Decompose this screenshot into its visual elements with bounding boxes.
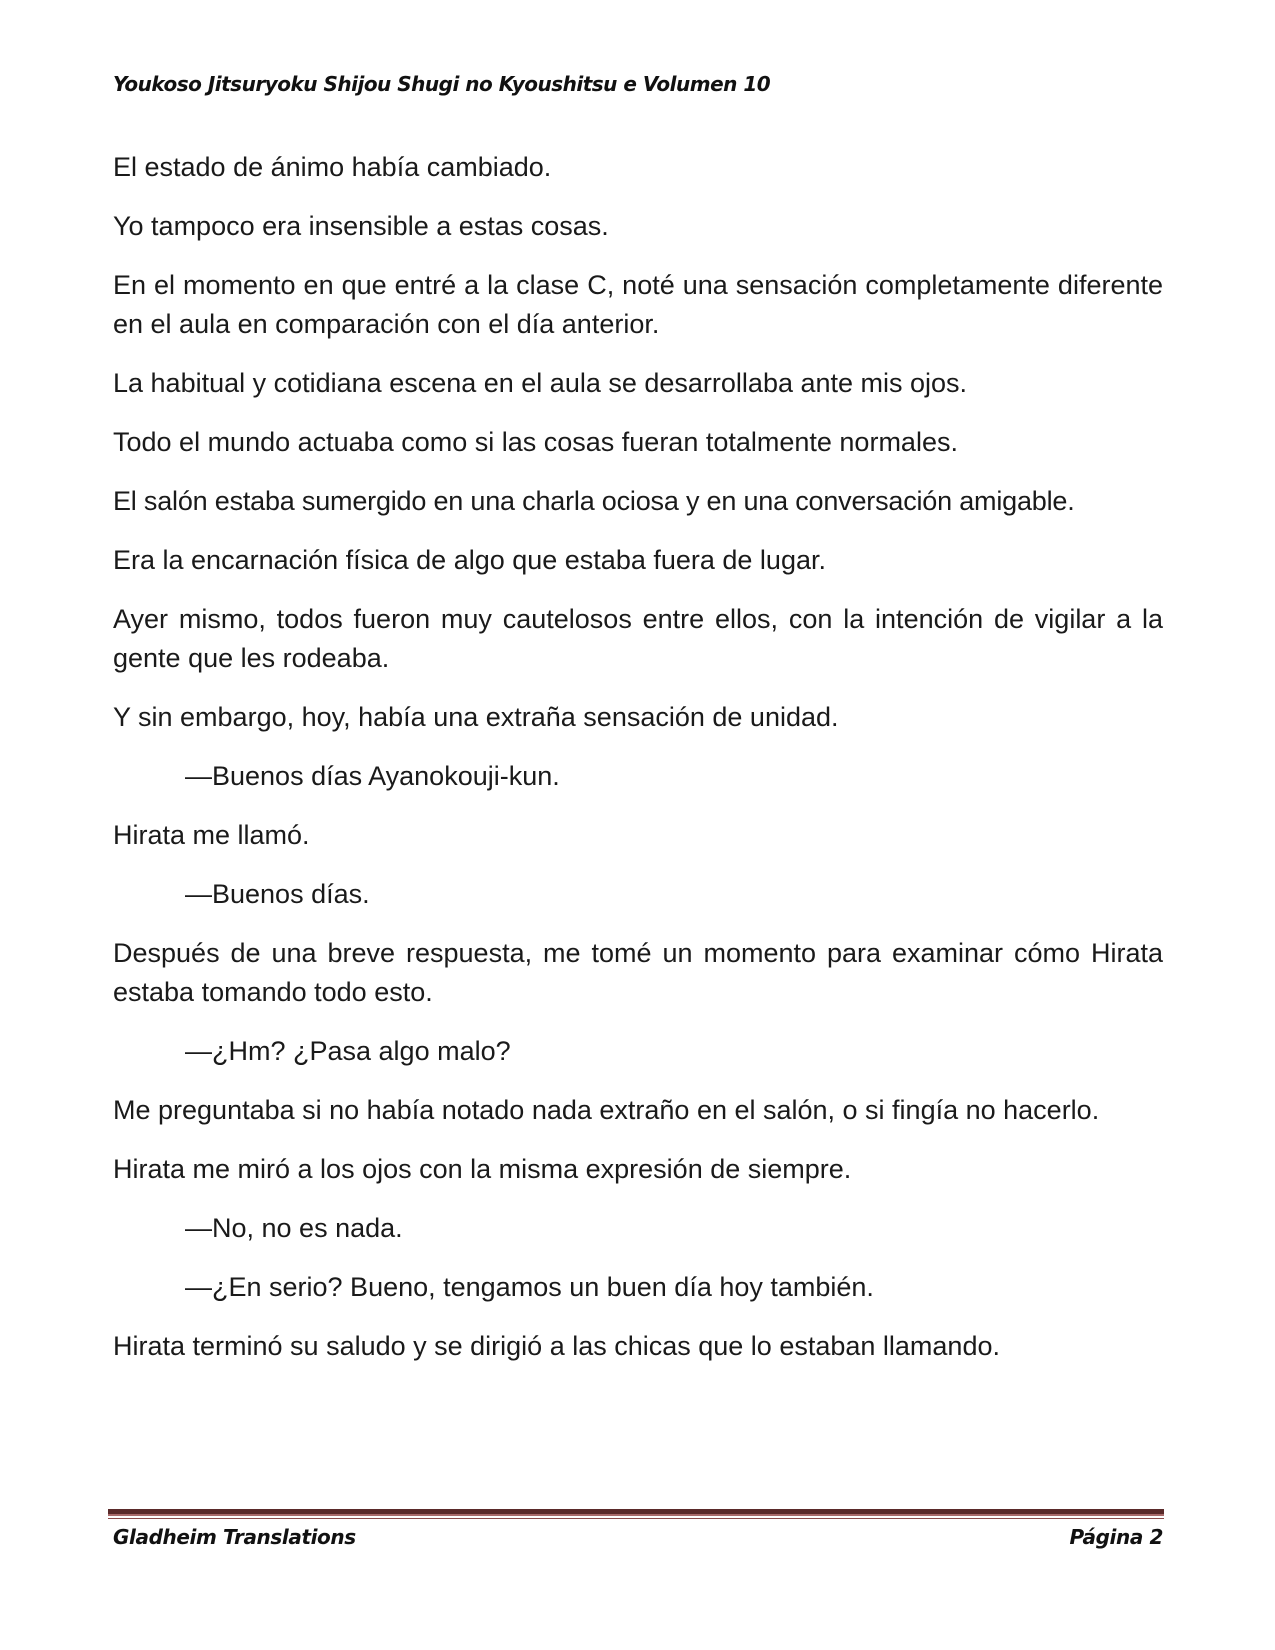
paragraph: Me preguntaba si no había notado nada extraño en el salón, o si fingía no hacerlo. bbox=[113, 1095, 1100, 1125]
paragraph: Era la encarnación física de algo que estaba fuera de lugar. bbox=[113, 545, 826, 575]
paragraph: El salón estaba sumergido en una charla ociosa y en una conversación amigable. bbox=[113, 486, 1075, 516]
paragraph: En el momento en que entré a la clase C, noté una sensación completamente diferente en el aula en comparación con el día anterior. bbox=[113, 270, 1163, 339]
paragraph: Hirata me miró a los ojos con la misma expresión de siempre. bbox=[113, 1154, 852, 1184]
footer-divider bbox=[108, 1509, 1164, 1516]
paragraph: Ayer mismo, todos fueron muy cautelosos entre ellos, con la intención de vigilar a la gente que les rodeaba. bbox=[113, 604, 1163, 673]
dialogue-line: —Buenos días Ayanokouji-kun. bbox=[185, 761, 560, 791]
paragraph: Y sin embargo, hoy, había una extraña sensación de unidad. bbox=[113, 702, 839, 732]
paragraph: Yo tampoco era insensible a estas cosas. bbox=[113, 211, 609, 241]
paragraph: Todo el mundo actuaba como si las cosas fueran totalmente normales. bbox=[113, 427, 958, 457]
body-text bbox=[113, 148, 1163, 1386]
footer-divider-thin bbox=[108, 1518, 1164, 1519]
page-header-title: Youkoso Jitsuryoku Shijou Shugi no Kyoushitsu e Volumen 10 bbox=[113, 72, 771, 96]
dialogue-line: —¿Hm? ¿Pasa algo malo? bbox=[185, 1036, 511, 1066]
paragraph: Después de una breve respuesta, me tomé un momento para examinar cómo Hirata estaba tomando todo esto. bbox=[113, 938, 1163, 1007]
paragraph: La habitual y cotidiana escena en el aula se desarrollaba ante mis ojos. bbox=[113, 368, 968, 398]
paragraph: Hirata me llamó. bbox=[113, 820, 310, 850]
paragraph: Hirata terminó su saludo y se dirigió a las chicas que lo estaban llamando. bbox=[113, 1331, 1000, 1361]
footer-page-number: Página 2 bbox=[1069, 1525, 1163, 1549]
footer-translator: Gladheim Translations bbox=[113, 1525, 356, 1549]
paragraph: El estado de ánimo había cambiado. bbox=[113, 152, 552, 182]
dialogue-line: —No, no es nada. bbox=[185, 1213, 403, 1243]
dialogue-line: —Buenos días. bbox=[185, 879, 370, 909]
dialogue-line: —¿En serio? Bueno, tengamos un buen día hoy también. bbox=[185, 1272, 874, 1302]
